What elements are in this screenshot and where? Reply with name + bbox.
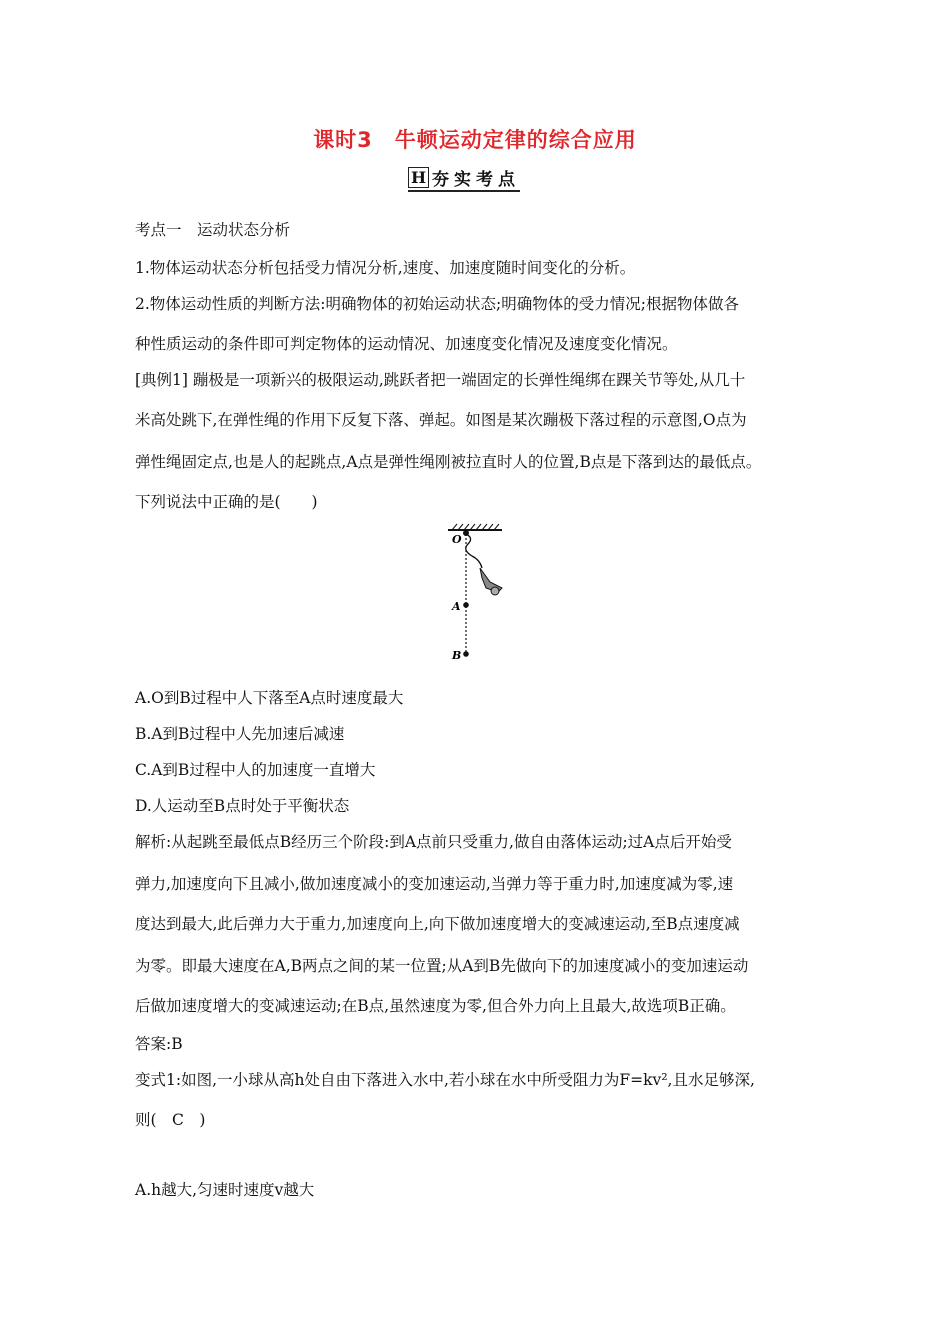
analysis-line: 弹力,加速度向下且减小,做加速度减小的变加速运动,当弹力等于重力时,加速度减为零,速 bbox=[135, 875, 734, 893]
topic-heading: 考点一 运动状态分析 bbox=[135, 221, 291, 239]
text-line: 种性质运动的条件即可判定物体的运动情况、加速度变化情况及速度变化情况。 bbox=[135, 335, 678, 353]
label-b: B bbox=[452, 649, 462, 662]
bungee-diagram bbox=[440, 522, 520, 667]
analysis-line: 后做加速度增大的变减速运动;在B点,虽然速度为零,但合外力向上且最大,故选项B正确。 bbox=[135, 997, 736, 1015]
option-d: D.人运动至B点时处于平衡状态 bbox=[135, 797, 350, 815]
option-c: C.A到B过程中人的加速度一直增大 bbox=[135, 761, 376, 779]
label-o: O bbox=[452, 533, 462, 546]
question-stem: 下列说法中正确的是( ) bbox=[135, 493, 318, 511]
text-line: 1.物体运动状态分析包括受力情况分析,速度、加速度随时间变化的分析。 bbox=[135, 259, 636, 277]
analysis-line: 为零。即最大速度在A,B两点之间的某一位置;从A到B先做向下的加速度减小的变加速运动 bbox=[135, 957, 749, 975]
section-h-icon: H bbox=[408, 167, 429, 188]
page-title: 课时3 牛顿运动定律的综合应用 bbox=[313, 128, 637, 152]
option-a: A.O到B过程中人下落至A点时速度最大 bbox=[135, 689, 404, 707]
text-line: 米高处跳下,在弹性绳的作用下反复下落、弹起。如图是某次蹦极下落过程的示意图,O点为 bbox=[135, 411, 747, 429]
text-line: 弹性绳固定点,也是人的起跳点,A点是弹性绳刚被拉直时人的位置,B点是下落到达的最低点。 bbox=[135, 453, 762, 471]
label-a: A bbox=[452, 600, 461, 613]
variant-stem: 则( C ) bbox=[135, 1111, 206, 1129]
text-line: [典例1] 蹦极是一项新兴的极限运动,跳跃者把一端固定的长弹性绳绑在踝关节等处,从几十 bbox=[135, 371, 746, 389]
text-line: 2.物体运动性质的判断方法:明确物体的初始运动状态;明确物体的受力情况;根据物体做各 bbox=[135, 295, 739, 313]
answer-line: 答案:B bbox=[135, 1035, 183, 1053]
option-b: B.A到B过程中人先加速后减速 bbox=[135, 725, 345, 743]
variant-option-a: A.h越大,匀速时速度v越大 bbox=[135, 1181, 315, 1199]
section-label: 夯实考点 bbox=[432, 169, 520, 190]
analysis-line: 度达到最大,此后弹力大于重力,加速度向上,向下做加速度增大的变减速运动,至B点速度减 bbox=[135, 915, 740, 933]
section-header bbox=[408, 165, 520, 192]
variant-stem: 变式1:如图,一小球从高h处自由下落进入水中,若小球在水中所受阻力为F=kv²,且水足够深, bbox=[135, 1071, 755, 1089]
analysis-line: 解析:从起跳至最低点B经历三个阶段:到A点前只受重力,做自由落体运动;过A点后开始受 bbox=[135, 833, 732, 851]
